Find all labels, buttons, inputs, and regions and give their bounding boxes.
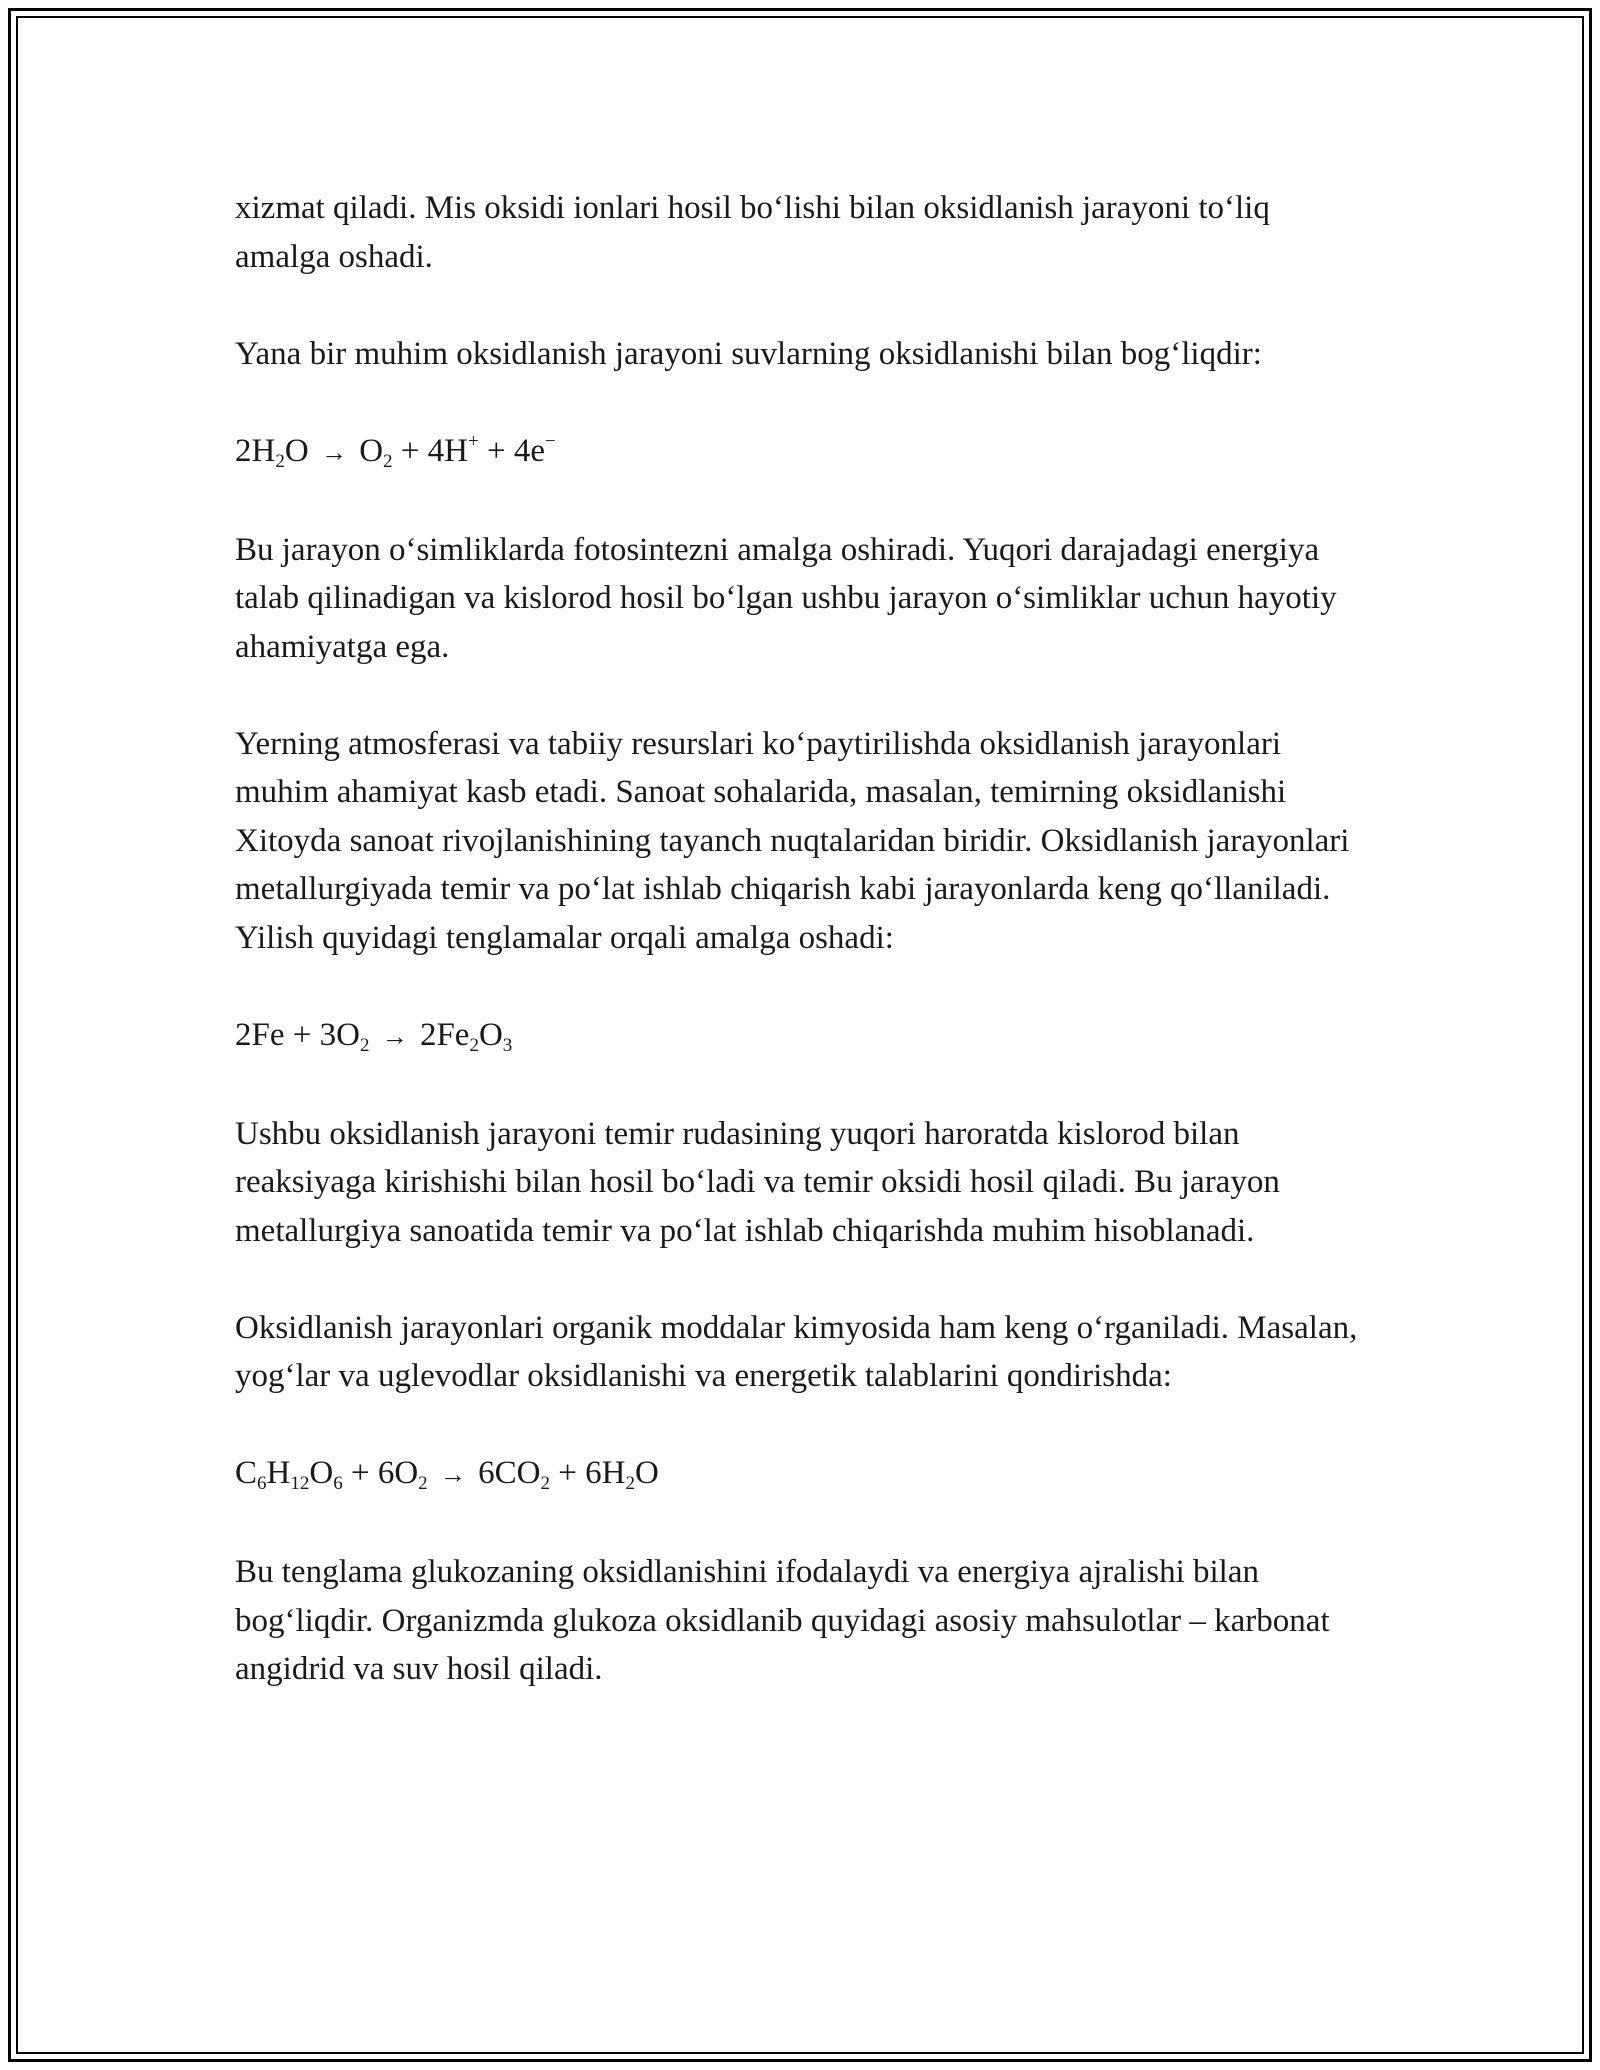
paragraph-iron-ore: Ushbu oksidlanish jarayoni temir rudasining yuqori haroratda kislorod bilan reaksiyaga kirishishi bilan hosil bo‘ladi va temir oksidi hosil qiladi. Bu jarayon metallurgiya sanoatida temir va po‘lat ishlab chiqarishda muhim hisoblanadi. — [235, 1115, 1280, 1249]
equation-glucose-oxidation: $C_6H_{12}O_6 + 6O_2 \to 6CO_2 + 6H_2O$ — [235, 1455, 659, 1494]
paragraph-industrial-oxidation: Yerning atmosferasi va tabiiy resurslari ko‘paytirilishda oksidlanish jarayonlari muhim ahamiyat kasb etadi. Sanoat sohalarida, masalan, temirning oksidlanishi Xitoyda sanoat rivojlanishining tayanch nuqtalaridan biridir. Oksidlanish jarayonlari metallurgiyada temir va po‘lat ishlab chiqarish kabi jarayonlarda keng qo‘llaniladi. Yilish quyidagi tenglamalar orqali amalga oshadi: — [235, 725, 1350, 956]
paragraph-organic-oxidation: Oksidlanish jarayonlari organik moddalar kimyosida ham keng o‘rganiladi. Masalan, yog‘lar va uglevodlar oksidlanishi va energetik talablarini qondirishda: — [235, 1309, 1358, 1394]
arrow-icon: → — [439, 1460, 466, 1489]
paragraph-glucose-products: Bu tenglama glukozaning oksidlanishini ifodalaydi va energiya ajralishi bilan bog‘liqdir. Organizmda glukoza oksidlanib quyidagi asosiy mahsulotlar – karbonat angidrid va suv hosil qiladi. — [235, 1554, 1330, 1687]
paragraph-photosynthesis: Bu jarayon o‘simliklarda fotosintezni amalga oshiradi. Yuqori darajadagi energiya talab qilinadigan va kislorod hosil bo‘lgan ushbu jarayon o‘simliklar uchun hayotiy ahamiyatga ega. — [235, 531, 1337, 665]
arrow-icon: → — [320, 437, 347, 467]
equation-iron-oxidation: $2Fe + 3O_2 \to 2Fe_2O_3$ — [235, 1016, 513, 1056]
paragraph-copper-oxidation: xizmat qiladi. Mis oksidi ionlari hosil bo‘lishi bilan oksidlanish jarayoni to‘liq amalga oshadi. — [235, 190, 1270, 275]
document-body — [235, 184, 1365, 1694]
equation-water-oxidation: $2H_2O \to O_2 + 4H^+ + 4e^-$ — [235, 430, 556, 472]
paragraph-water-oxidation-intro: Yana bir muhim oksidlanish jarayoni suvlarning oksidlanishi bilan bog‘liqdir: — [235, 335, 1262, 372]
arrow-icon: → — [381, 1021, 408, 1051]
